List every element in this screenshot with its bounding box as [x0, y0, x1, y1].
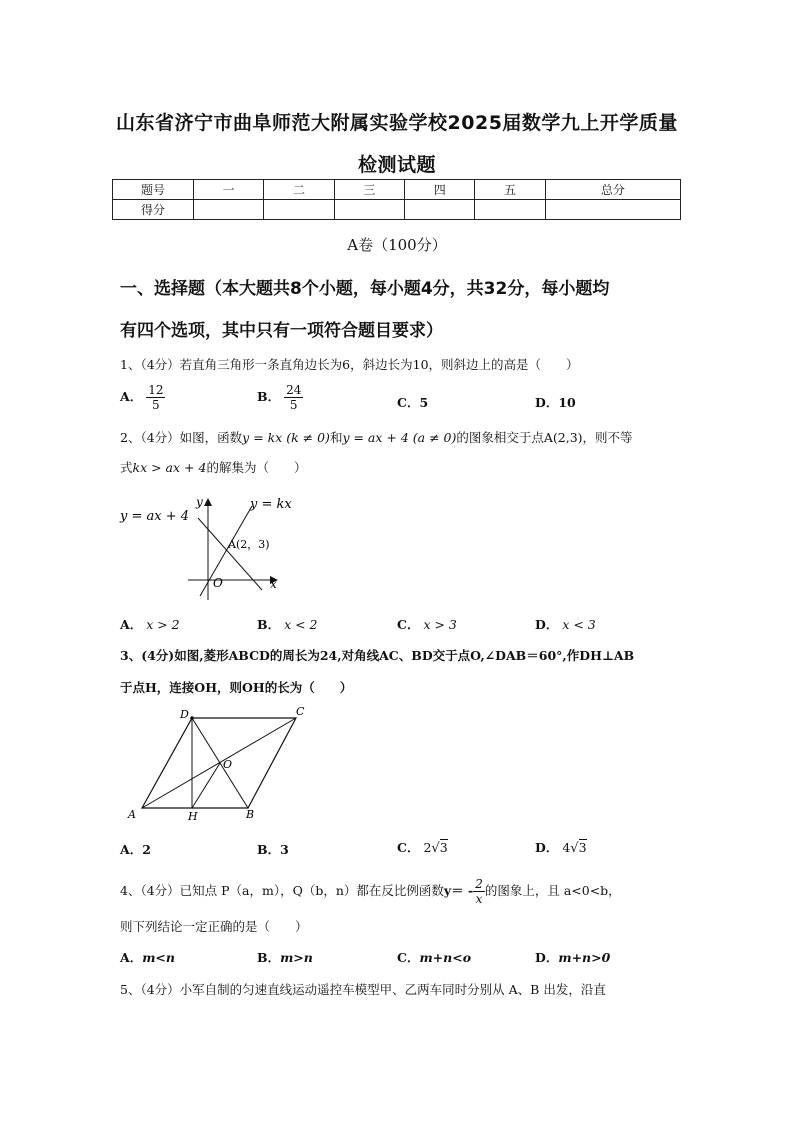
- q2-option-a[interactable]: [120, 615, 180, 633]
- score-col-1: 一: [194, 180, 264, 200]
- q2-text: 2、（4分）如图，函数: [120, 430, 243, 445]
- sqrt-icon: √: [431, 841, 440, 856]
- q2-text: 式: [120, 460, 133, 475]
- q2-option-d-value: x < 3: [562, 617, 596, 632]
- q2-formula-kx: y = kx (k ≠ 0): [242, 430, 330, 445]
- q2-stem-line2: [120, 458, 306, 476]
- denominator: x: [475, 892, 483, 906]
- numerator: 24: [286, 383, 302, 397]
- q2-option-a-value: x > 2: [146, 617, 180, 632]
- q4-option-b-label: B．: [257, 950, 281, 965]
- q4-option-b[interactable]: [257, 948, 313, 966]
- q3-option-a-value: 2: [142, 842, 151, 857]
- q4-option-d-label: D．: [535, 950, 559, 965]
- q4-stem-line2: 则下列结论一定正确的是（ ）: [120, 919, 308, 934]
- score-cell[interactable]: [334, 200, 404, 220]
- q3-option-d-radicand: 3: [578, 840, 587, 855]
- q1-option-a-label: A．: [120, 389, 143, 404]
- q2-text: 的解集为（ ）: [206, 460, 307, 475]
- score-row-label: 得分: [113, 200, 194, 220]
- q1-option-c-value: 5: [419, 395, 429, 410]
- q3-option-d[interactable]: [535, 838, 587, 856]
- q2-option-b[interactable]: [257, 615, 318, 633]
- q1-option-b[interactable]: [257, 383, 303, 412]
- q2-option-d-label: D．: [535, 617, 559, 632]
- q2-text: 的图象相交于点A(2,3)，则不等: [456, 430, 633, 445]
- point-d: [190, 716, 194, 720]
- q1-option-d-value: 10: [558, 395, 576, 410]
- q2-option-b-label: B．: [257, 617, 281, 632]
- q4-option-d[interactable]: [535, 948, 610, 966]
- q4-text: 4、（4分）已知点 P（a，m），Q（b，n）都在反比例函数: [120, 883, 444, 898]
- score-col-2: 二: [264, 180, 334, 200]
- label-y: y: [196, 495, 203, 509]
- q4-formula: y＝ -: [443, 883, 474, 898]
- q1-option-a-fraction: [146, 383, 165, 412]
- y-axis-arrow: [204, 498, 212, 506]
- score-col-label: 题号: [113, 180, 194, 200]
- label-ax4: y = ax + 4: [120, 509, 190, 524]
- score-cell[interactable]: [194, 200, 264, 220]
- q4-option-c[interactable]: [397, 948, 471, 966]
- label-h: H: [188, 810, 198, 823]
- label-point-a: A(2，3): [228, 538, 270, 551]
- q1-stem: 1、（4分）若直角三角形一条直角边长为6，斜边长为10，则斜边上的高是（ ）: [120, 357, 579, 372]
- q4-option-a-value: m<n: [142, 950, 175, 965]
- q1-option-b-label: B．: [257, 389, 281, 404]
- label-c: C: [296, 705, 305, 718]
- q2-option-c-value: x > 3: [423, 617, 457, 632]
- q4-option-a[interactable]: [120, 948, 175, 966]
- q1-option-d-label: D．: [535, 395, 559, 410]
- score-cell[interactable]: [405, 200, 475, 220]
- q2-option-c[interactable]: [397, 615, 457, 633]
- label-o: O: [223, 758, 233, 771]
- part1-heading-line1: 一、选择题（本大题共8个小题，每小题4分，共32分，每小题均: [120, 279, 610, 299]
- q3-stem-line2: 于点H，连接OH，则OH的长为（ ）: [120, 680, 353, 695]
- q2-text: 和: [329, 430, 343, 445]
- denominator: 5: [152, 398, 160, 412]
- label-b: B: [246, 808, 255, 821]
- score-cell[interactable]: [264, 200, 334, 220]
- q3-option-b[interactable]: [257, 840, 289, 858]
- q2-inequality: kx > ax + 4: [132, 460, 207, 475]
- q3-option-b-label: B．: [257, 842, 281, 857]
- label-d: D: [180, 708, 189, 721]
- q3-option-c-label: C．: [397, 840, 420, 855]
- label-kx: y = kx: [250, 497, 292, 512]
- q2-option-a-label: A．: [120, 617, 143, 632]
- doc-title-line2: 检测试题: [357, 154, 436, 176]
- score-cell[interactable]: [545, 200, 680, 220]
- label-origin: O: [213, 576, 223, 590]
- q3-option-d-label: D．: [535, 840, 559, 855]
- score-col-4: 四: [405, 180, 475, 200]
- q3-option-c[interactable]: [397, 838, 448, 856]
- score-table-header-row: [113, 180, 681, 200]
- q2-option-c-label: C．: [397, 617, 420, 632]
- q3-option-c-radicand: 3: [439, 840, 448, 855]
- numerator: 2: [475, 877, 483, 891]
- segment-oh: [192, 763, 220, 808]
- label-a: A: [128, 808, 136, 821]
- q2-stem-line1: [120, 428, 633, 446]
- score-col-5: 五: [475, 180, 545, 200]
- q3-option-d-coef: 4: [562, 840, 571, 855]
- q2-option-d[interactable]: [535, 615, 596, 633]
- q1-option-c-label: C．: [397, 395, 420, 410]
- q3-rhombus-figure: [120, 700, 320, 825]
- q1-option-b-fraction: [284, 383, 303, 412]
- q4-option-b-value: m>n: [280, 950, 313, 965]
- q1-option-d[interactable]: [535, 393, 576, 411]
- doc-title-line1: 山东省济宁市曲阜师范大附属实验学校2025届数学九上开学质量: [116, 112, 678, 134]
- part1-heading-line2: 有四个选项，其中只有一项符合题目要求）: [120, 321, 443, 341]
- score-col-total: 总分: [545, 180, 680, 200]
- section-a-heading: A卷（100分）: [347, 236, 447, 254]
- q4-fraction: [473, 877, 485, 906]
- q4-option-c-label: C．: [397, 950, 420, 965]
- q3-option-c-coef: 2: [423, 840, 432, 855]
- q5-stem-line1: 5、（4分）小军自制的匀速直线运动遥控车模型甲、乙两车同时分别从 A、B 出发，沿直: [120, 982, 606, 997]
- q4-option-a-label: A．: [120, 950, 143, 965]
- q1-option-a[interactable]: [120, 383, 165, 412]
- q4-text: 的图象上，且 a<0<b，: [484, 883, 621, 898]
- numerator: 12: [148, 383, 164, 397]
- q3-option-a-label: A．: [120, 842, 143, 857]
- score-table: [112, 179, 681, 220]
- diagonal-ac: [142, 718, 296, 808]
- q3-stem-line1: 3、(4分)如图,菱形ABCD的周长为24,对角线AC、BD交于点O,∠DAB＝60°,作DH⊥AB: [120, 648, 635, 663]
- denominator: 5: [289, 398, 298, 412]
- score-cell[interactable]: [475, 200, 545, 220]
- q4-option-c-value: m+n<o: [419, 950, 472, 965]
- q2-graph-figure: [110, 488, 310, 608]
- q3-option-b-value: 3: [280, 842, 289, 857]
- score-table-score-row: [113, 200, 681, 220]
- score-col-3: 三: [334, 180, 404, 200]
- q2-formula-ax4: y = ax + 4 (a ≠ 0): [342, 430, 457, 445]
- q4-stem-line1: [120, 877, 621, 906]
- q3-option-a[interactable]: [120, 840, 151, 858]
- q1-option-c[interactable]: [397, 393, 428, 411]
- q2-option-b-value: x < 2: [284, 617, 318, 632]
- sqrt-icon: √: [570, 841, 579, 856]
- label-x: x: [270, 577, 277, 591]
- q4-option-d-value: m+n>0: [558, 950, 611, 965]
